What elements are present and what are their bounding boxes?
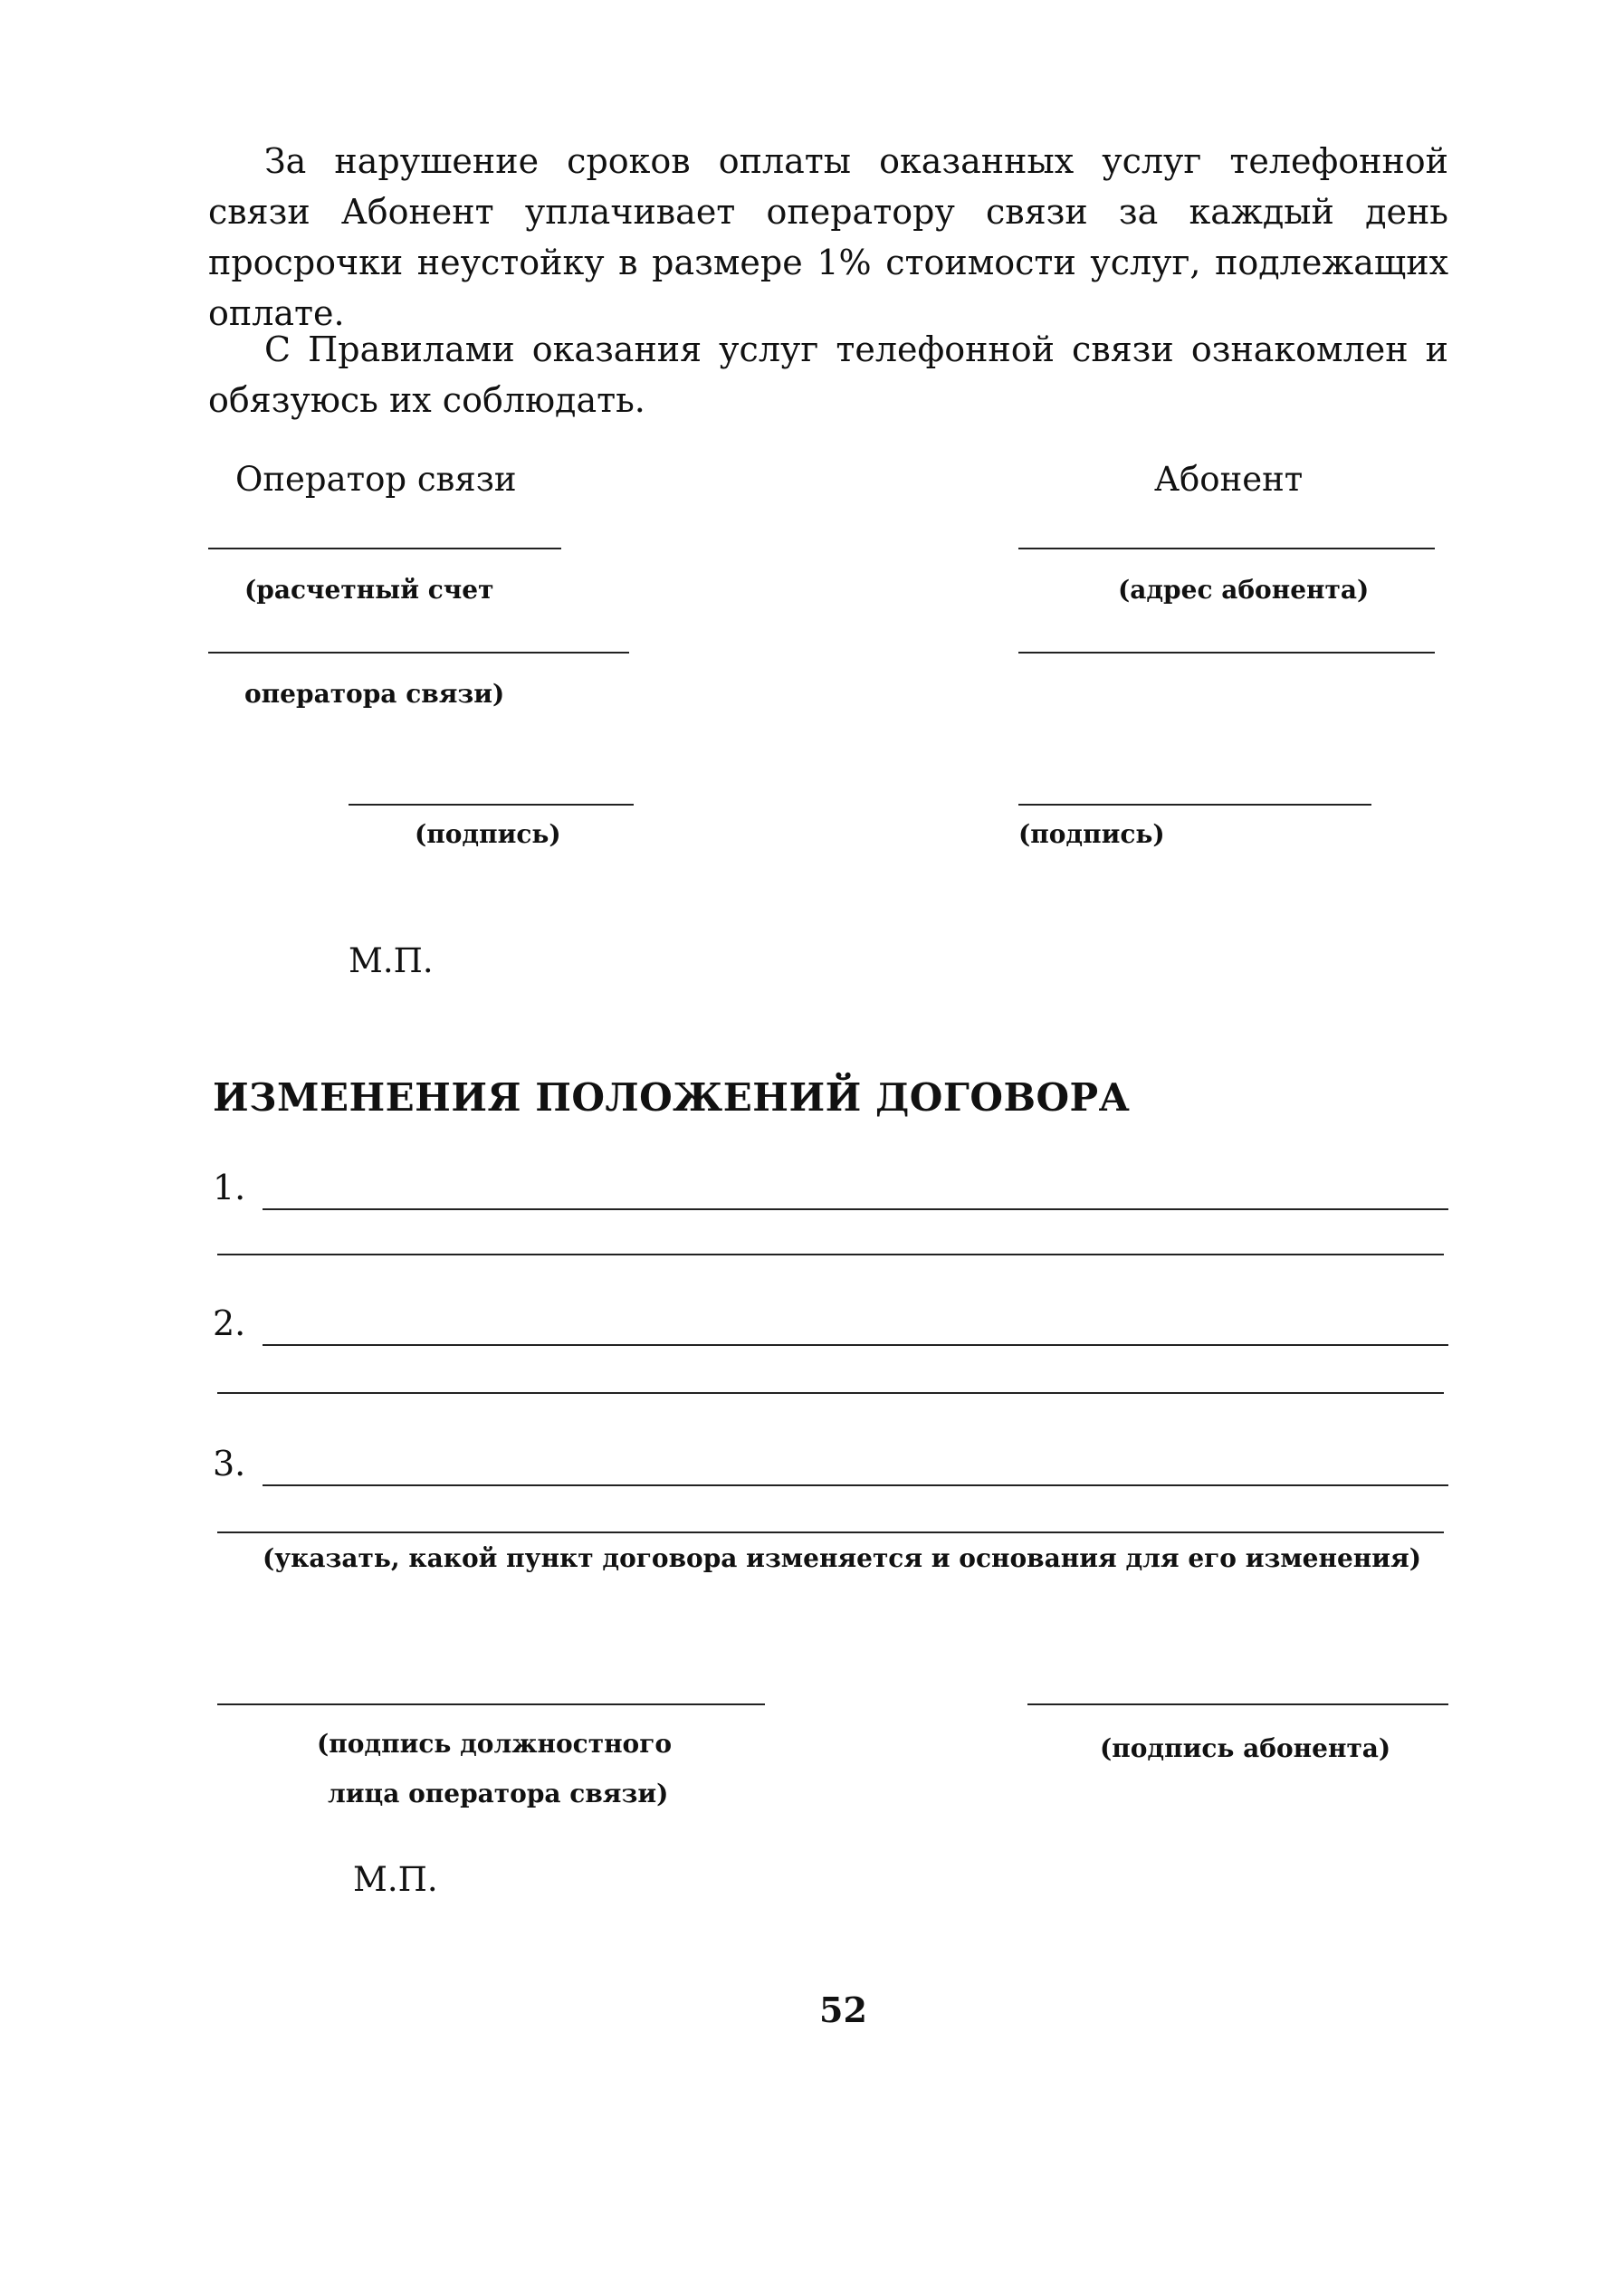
change-item-3-number: 3. [213, 1444, 246, 1484]
subscriber-change-signature-label: (подпись абонента) [1100, 1733, 1391, 1763]
changes-heading: ИЗМЕНЕНИЯ ПОЛОЖЕНИЙ ДОГОВОРА [213, 1075, 1131, 1120]
subscriber-change-signature-line[interactable] [1027, 1703, 1448, 1705]
operator-account-line-2[interactable] [208, 652, 629, 654]
change-item-2-line-b[interactable] [217, 1392, 1444, 1394]
rules-acknowledgement-paragraph: С Правилами оказания услуг телефонной связи ознакомлен и обязуюсь их соблюдать. [208, 329, 1448, 420]
operator-title: Оператор связи [235, 460, 517, 499]
subscriber-title: Абонент [1154, 460, 1304, 499]
subscriber-address-line-2[interactable] [1018, 652, 1435, 654]
change-item-1-number: 1. [213, 1168, 246, 1207]
penalty-paragraph: За нарушение сроков оплаты оказанных услуг телефонной связи Абонент уплачивает оператору связи за каждый день просрочки неустойку в размере 1% стоимости услуг, подлежащих оплате. [208, 141, 1448, 333]
operator-stamp-label: М.П. [349, 941, 434, 980]
subscriber-address-line-1[interactable] [1018, 548, 1435, 549]
change-item-3-line-a[interactable] [263, 1484, 1448, 1486]
changes-note: (указать, какой пункт договора изменяется и основания для его изменения) [263, 1543, 1421, 1573]
operator-account-label: (расчетный счет [244, 575, 494, 605]
change-item-3-line-b[interactable] [217, 1531, 1444, 1533]
subscriber-signature-label: (подпись) [1018, 819, 1165, 849]
subscriber-signature-line[interactable] [1018, 804, 1371, 806]
operator-account-line-1[interactable] [208, 548, 561, 549]
official-signature-line[interactable] [217, 1703, 765, 1705]
change-item-1-line-b[interactable] [217, 1254, 1444, 1255]
change-item-2-number: 2. [213, 1303, 246, 1343]
changes-stamp-label: М.П. [353, 1860, 438, 1899]
change-item-1-line-a[interactable] [263, 1208, 1448, 1210]
official-signature-label-cont: лица оператора связи) [328, 1779, 669, 1808]
operator-signature-label: (подпись) [415, 819, 561, 849]
change-item-2-line-a[interactable] [263, 1344, 1448, 1346]
official-signature-label: (подпись должностного [317, 1729, 673, 1759]
page-number: 52 [819, 1989, 867, 2030]
operator-account-label-cont: оператора связи) [244, 679, 505, 709]
subscriber-address-label: (адрес абонента) [1118, 575, 1370, 605]
operator-signature-line[interactable] [349, 804, 634, 806]
